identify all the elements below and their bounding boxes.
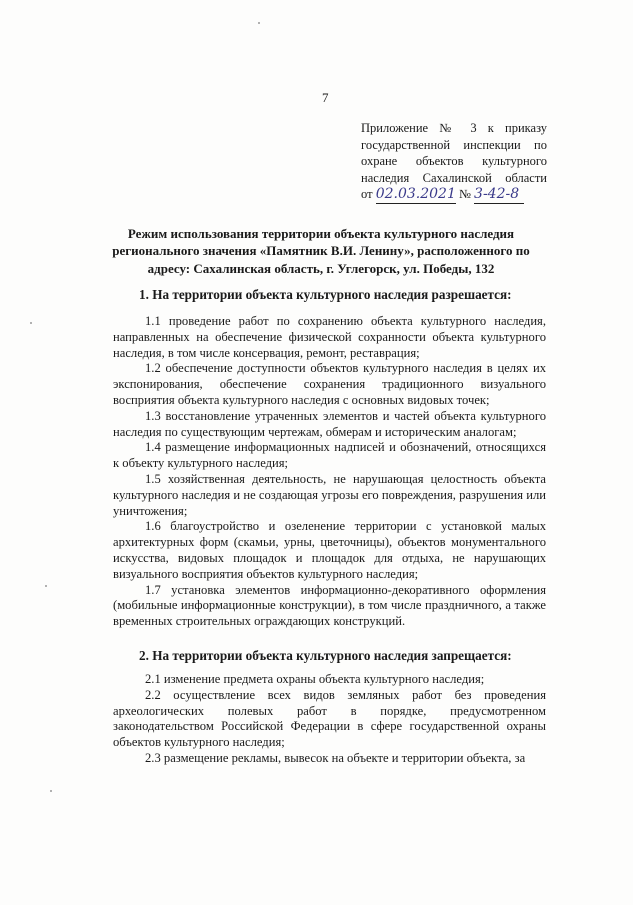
appendix-note (361, 120, 547, 204)
list-item: 1.1 проведение работ по сохранению объекта культурного наследия, направленных на обеспечение физической сохранности объекта культурного наследия, в том числе консервация, ремонт, реставрация; (113, 314, 546, 360)
handwritten-number: 3-42-8 (474, 186, 524, 204)
date-prefix: от (361, 187, 373, 202)
page-number: 7 (322, 90, 329, 105)
appendix-line: охране объектов культурного (361, 154, 547, 169)
list-item: 1.6 благоустройство и озеленение территории с установкой малых архитектурных форм (скамьи, урны, цветочницы), объектов монументального искусства, видовых площадок и площадок для отдыха, не нарушающих визуального восприятия объектов культурного наследия; (113, 519, 546, 581)
list-item: 1.3 восстановление утраченных элементов и частей объекта культурного наследия по существующим чертежам, обмерам и историческим аналогам; (113, 408, 546, 439)
list-item: 2.1 изменение предмета охраны объекта культурного наследия; (145, 672, 485, 686)
list-item: 2.3 размещение рекламы, вывесок на объекте и территории объекта, за (145, 750, 526, 765)
scan-speck (258, 22, 260, 24)
section-2-heading: 2. На территории объекта культурного наследия запрещается: (139, 648, 512, 663)
document-title: Режим использования территории объекта культурного наследия регионального значения «Памятник В.И. Ленину», расположенного по адресу: Сахалинская область, г. Углегорск, ул. Победы, 132 (112, 226, 530, 276)
section-2-body (113, 672, 546, 767)
list-item: 2.2 осуществление всех видов земляных работ без проведения археологических полевых работ в порядке, предусмотренном законодательством Российской Федерации в сфере государственной охраны объектов культурного наследия; (113, 687, 546, 750)
list-item: 1.4 размещение информационных надписей и обозначений, относящихся к объекту культурного наследия; (113, 440, 546, 471)
section-1-heading: 1. На территории объекта культурного наследия разрешается: (139, 287, 512, 302)
appendix-line: наследия Сахалинской области (361, 170, 547, 185)
number-sign: № (458, 187, 471, 202)
appendix-line: государственной инспекции по (361, 137, 547, 152)
section-1-body (113, 314, 546, 630)
list-item: 1.2 обеспечение доступности объектов культурного наследия в целях их экспонирования, обеспечение сохранения традиционного визуального восприятия объекта культурного наследия с основных видовых точек; (113, 361, 546, 407)
appendix-date-line (361, 186, 547, 204)
scan-speck (50, 790, 52, 792)
scan-speck (30, 322, 32, 324)
list-item: 1.7 установка элементов информационно-декоративного оформления (мобильные информационные конструкции), в том числе праздничного, а также временных строительных ограждающих конструкций. (113, 582, 546, 629)
appendix-line: Приложение № 3 к приказу (361, 121, 547, 135)
scan-speck (45, 585, 47, 587)
list-item: 1.5 хозяйственная деятельность, не нарушающая целостность объекта культурного наследия и не создающая угрозы его повреждения, разрушения или уничтожения; (113, 471, 546, 518)
handwritten-date: 02.03.2021 (375, 186, 456, 203)
